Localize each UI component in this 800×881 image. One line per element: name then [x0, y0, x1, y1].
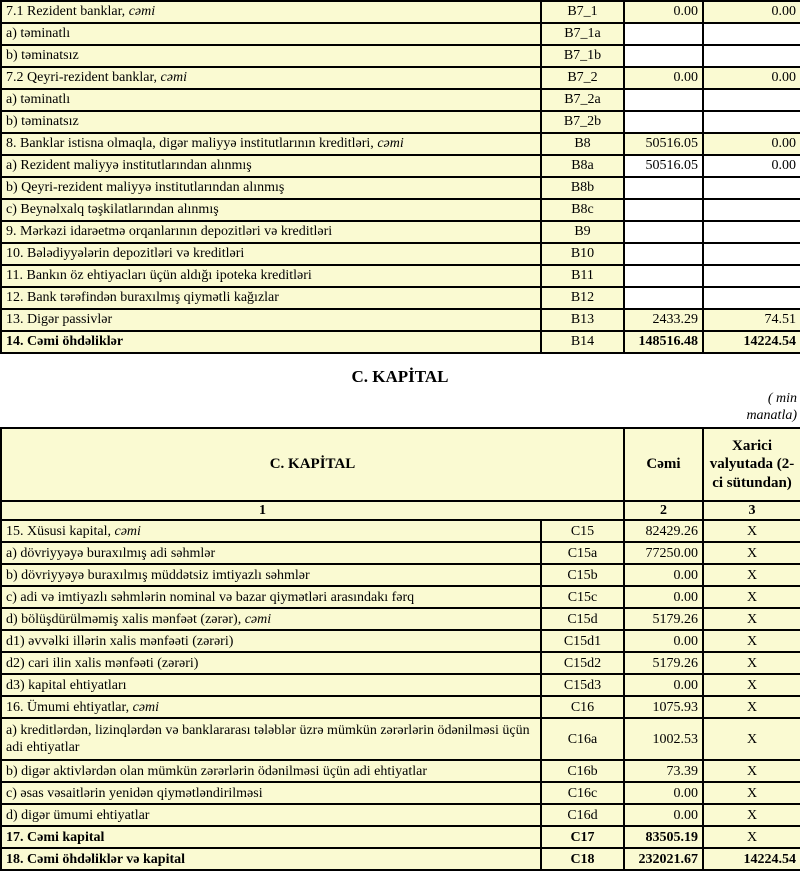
column-number-2: 2	[624, 501, 703, 520]
value-foreign-currency	[703, 45, 800, 67]
table-row	[1, 89, 800, 111]
value-foreign-currency	[703, 243, 800, 265]
row-label-text: b) digər aktivlərdən olan mümkün zərərlərin ödənilməsi üçün adi ehtiyatlar	[6, 763, 428, 779]
table-row	[1, 564, 800, 586]
row-label-text: a) Rezident maliyyə institutlarından alınmış	[6, 158, 252, 174]
value-total: 148516.48	[624, 331, 703, 353]
value-total: 5179.26	[624, 608, 703, 630]
row-label	[1, 287, 541, 309]
row-label	[1, 586, 541, 608]
row-label	[1, 652, 541, 674]
row-code: C15c	[541, 586, 624, 608]
row-label-text: 15. Xüsusi kapital,	[6, 523, 115, 539]
value-total: 0.00	[624, 782, 703, 804]
table-row	[1, 826, 800, 848]
value-total	[624, 287, 703, 309]
row-code: C15	[541, 520, 624, 542]
value-foreign-currency	[703, 199, 800, 221]
row-label-text: c) əsas vəsaitlərin yenidən qiymətləndirilməsi	[6, 785, 263, 801]
column-number-1: 1	[1, 501, 624, 520]
unit-note-line2: manatla)	[746, 408, 797, 423]
value-foreign-currency: 0.00	[703, 1, 800, 23]
value-foreign-currency: 14224.54	[703, 331, 800, 353]
row-label	[1, 155, 541, 177]
table-row	[1, 718, 800, 760]
row-label	[1, 177, 541, 199]
value-total	[624, 243, 703, 265]
row-label-text: 9. Mərkəzi idarəetmə orqanlarının depozitləri və kreditləri	[6, 224, 333, 240]
table-row	[1, 520, 800, 542]
value-foreign-currency: X	[703, 826, 800, 848]
table-row	[1, 287, 800, 309]
table-row	[1, 652, 800, 674]
row-label	[1, 674, 541, 696]
row-label	[1, 696, 541, 718]
value-total: 0.00	[624, 804, 703, 826]
row-label	[1, 520, 541, 542]
value-total: 50516.05	[624, 133, 703, 155]
row-code: B7_1b	[541, 45, 624, 67]
row-label	[1, 542, 541, 564]
row-label	[1, 199, 541, 221]
row-label-text: 10. Bələdiyyələrin depozitləri və kreditləri	[6, 246, 245, 262]
value-total: 0.00	[624, 630, 703, 652]
row-code: B7_2	[541, 67, 624, 89]
row-label-text: d) bölüşdürülməmiş xalis mənfəət (zərər),	[6, 611, 245, 627]
row-code: B10	[541, 243, 624, 265]
value-foreign-currency: X	[703, 630, 800, 652]
row-code: C15d	[541, 608, 624, 630]
value-total: 0.00	[624, 586, 703, 608]
row-label	[1, 718, 541, 760]
row-label-text: d) digər ümumi ehtiyatlar	[6, 807, 150, 823]
row-label-text: b) Qeyri-rezident maliyyə institutlarından alınmış	[6, 180, 285, 196]
row-label-text: 14. Cəmi öhdəliklər	[6, 334, 124, 350]
row-label	[1, 760, 541, 782]
row-label	[1, 265, 541, 287]
row-label-text: 7.2 Qeyri-rezident banklar,	[6, 70, 161, 86]
table-row	[1, 155, 800, 177]
row-code: C15d1	[541, 630, 624, 652]
table-row	[1, 760, 800, 782]
value-foreign-currency	[703, 177, 800, 199]
value-total: 73.39	[624, 760, 703, 782]
value-foreign-currency: X	[703, 608, 800, 630]
row-label	[1, 133, 541, 155]
unit-note	[0, 390, 800, 424]
row-code: C17	[541, 826, 624, 848]
row-label	[1, 45, 541, 67]
row-label	[1, 243, 541, 265]
row-label-text: 13. Digər passivlər	[6, 312, 113, 328]
unit-note-line1: ( min	[767, 391, 797, 406]
row-label-text: 12. Bank tərəfindən buraxılmış qiymətli kağızlar	[6, 290, 279, 306]
row-label	[1, 111, 541, 133]
row-label-text: a) təminatlı	[6, 92, 71, 108]
value-total: 83505.19	[624, 826, 703, 848]
value-foreign-currency: X	[703, 804, 800, 826]
value-total: 1002.53	[624, 718, 703, 760]
value-foreign-currency: X	[703, 760, 800, 782]
table-row	[1, 331, 800, 353]
value-foreign-currency: 0.00	[703, 155, 800, 177]
table-row	[1, 1, 800, 23]
row-label-text: 17. Cəmi kapital	[6, 829, 105, 845]
table-row	[1, 133, 800, 155]
row-label	[1, 608, 541, 630]
value-foreign-currency: X	[703, 652, 800, 674]
row-code: C15a	[541, 542, 624, 564]
column-number-3: 3	[703, 501, 800, 520]
table-row	[1, 542, 800, 564]
row-label-text: 18. Cəmi öhdəliklər və kapital	[6, 851, 186, 867]
value-total	[624, 199, 703, 221]
row-code: C16a	[541, 718, 624, 760]
row-code: C18	[541, 848, 624, 870]
row-code: B8c	[541, 199, 624, 221]
row-label	[1, 23, 541, 45]
value-foreign-currency	[703, 111, 800, 133]
value-total	[624, 177, 703, 199]
table-row	[1, 630, 800, 652]
table-row	[1, 45, 800, 67]
row-code: B11	[541, 265, 624, 287]
row-label-text: c) adi və imtiyazlı səhmlərin nominal və bazar qiymətləri arasındakı fərq	[6, 589, 415, 605]
row-code: C15d3	[541, 674, 624, 696]
value-foreign-currency: X	[703, 586, 800, 608]
row-label	[1, 1, 541, 23]
row-label	[1, 630, 541, 652]
liabilities-table	[0, 0, 800, 354]
value-total: 0.00	[624, 564, 703, 586]
table-row	[1, 586, 800, 608]
value-total: 232021.67	[624, 848, 703, 870]
row-label-italic-suffix: cəmi	[132, 699, 160, 715]
row-label-text: d3) kapital ehtiyatları	[6, 677, 127, 693]
row-label-text: d1) əvvəlki illərin xalis mənfəəti (zərəri)	[6, 633, 234, 649]
row-code: C16d	[541, 804, 624, 826]
row-code: C15d2	[541, 652, 624, 674]
value-foreign-currency: X	[703, 782, 800, 804]
value-total: 82429.26	[624, 520, 703, 542]
table-row	[1, 309, 800, 331]
value-total: 77250.00	[624, 542, 703, 564]
value-foreign-currency	[703, 265, 800, 287]
row-label-text: b) təminatsız	[6, 48, 79, 64]
table-row	[1, 177, 800, 199]
table-row	[1, 674, 800, 696]
row-label-text: a) kreditlərdən, lizinqlərdən və banklararası tələblər üzrə mümkün zərərlərin ödənilməsi üçün adi ehtiyatlar	[6, 723, 530, 756]
row-label	[1, 89, 541, 111]
value-foreign-currency	[703, 89, 800, 111]
table-row	[1, 221, 800, 243]
value-foreign-currency: X	[703, 718, 800, 760]
table-row	[1, 243, 800, 265]
value-foreign-currency	[703, 23, 800, 45]
table-row	[1, 608, 800, 630]
value-total: 0.00	[624, 1, 703, 23]
row-code: B9	[541, 221, 624, 243]
value-foreign-currency	[703, 221, 800, 243]
row-label	[1, 564, 541, 586]
row-code: B8a	[541, 155, 624, 177]
table-row	[1, 696, 800, 718]
value-total: 50516.05	[624, 155, 703, 177]
value-foreign-currency: 0.00	[703, 133, 800, 155]
row-code: C16c	[541, 782, 624, 804]
value-total: 1075.93	[624, 696, 703, 718]
row-code: C15b	[541, 564, 624, 586]
table-row	[1, 848, 800, 870]
table-row	[1, 199, 800, 221]
row-code: B7_2a	[541, 89, 624, 111]
row-label	[1, 782, 541, 804]
row-code: C16	[541, 696, 624, 718]
row-code: B8b	[541, 177, 624, 199]
row-label-italic-suffix: cəmi	[244, 611, 272, 627]
table-row	[1, 67, 800, 89]
value-foreign-currency: 14224.54	[703, 848, 800, 870]
value-total: 0.00	[624, 67, 703, 89]
value-total	[624, 111, 703, 133]
row-label-italic-suffix: cəmi	[377, 136, 404, 152]
value-foreign-currency: 0.00	[703, 67, 800, 89]
row-label-italic-suffix: cəmi	[160, 70, 187, 86]
row-code: B14	[541, 331, 624, 353]
section-title: C. KAPİTAL	[351, 367, 449, 386]
value-total: 2433.29	[624, 309, 703, 331]
row-label-text: c) Beynəlxalq təşkilatlarından alınmış	[6, 202, 219, 218]
row-label-text: 11. Bankın öz ehtiyacları üçün aldığı ipoteka kreditləri	[6, 268, 312, 284]
row-label-text: b) dövriyyəyə buraxılmış müddətsiz imtiyazlı səhmlər	[6, 567, 310, 583]
table-row	[1, 782, 800, 804]
row-label	[1, 221, 541, 243]
row-label	[1, 848, 541, 870]
value-total	[624, 89, 703, 111]
row-label-italic-suffix: cəmi	[114, 523, 141, 539]
row-code: B7_2b	[541, 111, 624, 133]
row-code: B13	[541, 309, 624, 331]
row-label	[1, 804, 541, 826]
value-total: 5179.26	[624, 652, 703, 674]
table-row	[1, 804, 800, 826]
row-label-text: a) təminatlı	[6, 26, 71, 42]
value-foreign-currency: 74.51	[703, 309, 800, 331]
value-total: 0.00	[624, 674, 703, 696]
row-label-italic-suffix: cəmi	[128, 4, 156, 20]
row-label	[1, 826, 541, 848]
capital-table	[0, 427, 800, 871]
value-foreign-currency: X	[703, 696, 800, 718]
row-label-text: 7.1 Rezident banklar,	[6, 4, 129, 20]
table-row	[1, 23, 800, 45]
row-code: B8	[541, 133, 624, 155]
row-label-text: a) dövriyyəyə buraxılmış adi səhmlər	[6, 545, 216, 561]
value-foreign-currency: X	[703, 674, 800, 696]
row-label-text: d2) cari ilin xalis mənfəəti (zərəri)	[6, 655, 199, 671]
row-code: B7_1a	[541, 23, 624, 45]
row-label-text: 16. Ümumi ehtiyatlar,	[6, 699, 133, 715]
header-total-column: Cəmi	[624, 428, 703, 501]
header-section-name: C. KAPİTAL	[1, 428, 624, 501]
value-total	[624, 45, 703, 67]
header-foreign-currency-column: Xarici valyutada (2-ci sütundan)	[703, 428, 800, 501]
row-label	[1, 331, 541, 353]
value-foreign-currency	[703, 287, 800, 309]
value-total	[624, 23, 703, 45]
value-total	[624, 265, 703, 287]
row-label-text: 8. Banklar istisna olmaqla, digər maliyyə institutlarının kreditləri,	[6, 136, 378, 152]
value-total	[624, 221, 703, 243]
row-code: B12	[541, 287, 624, 309]
value-foreign-currency: X	[703, 520, 800, 542]
value-foreign-currency: X	[703, 564, 800, 586]
column-numbering-row	[1, 501, 800, 520]
row-code: B7_1	[541, 1, 624, 23]
row-code: C16b	[541, 760, 624, 782]
row-label-text: b) təminatsız	[6, 114, 79, 130]
table-row	[1, 265, 800, 287]
capital-header-row	[1, 428, 800, 501]
value-foreign-currency: X	[703, 542, 800, 564]
row-label	[1, 309, 541, 331]
row-label	[1, 67, 541, 89]
table-row	[1, 111, 800, 133]
